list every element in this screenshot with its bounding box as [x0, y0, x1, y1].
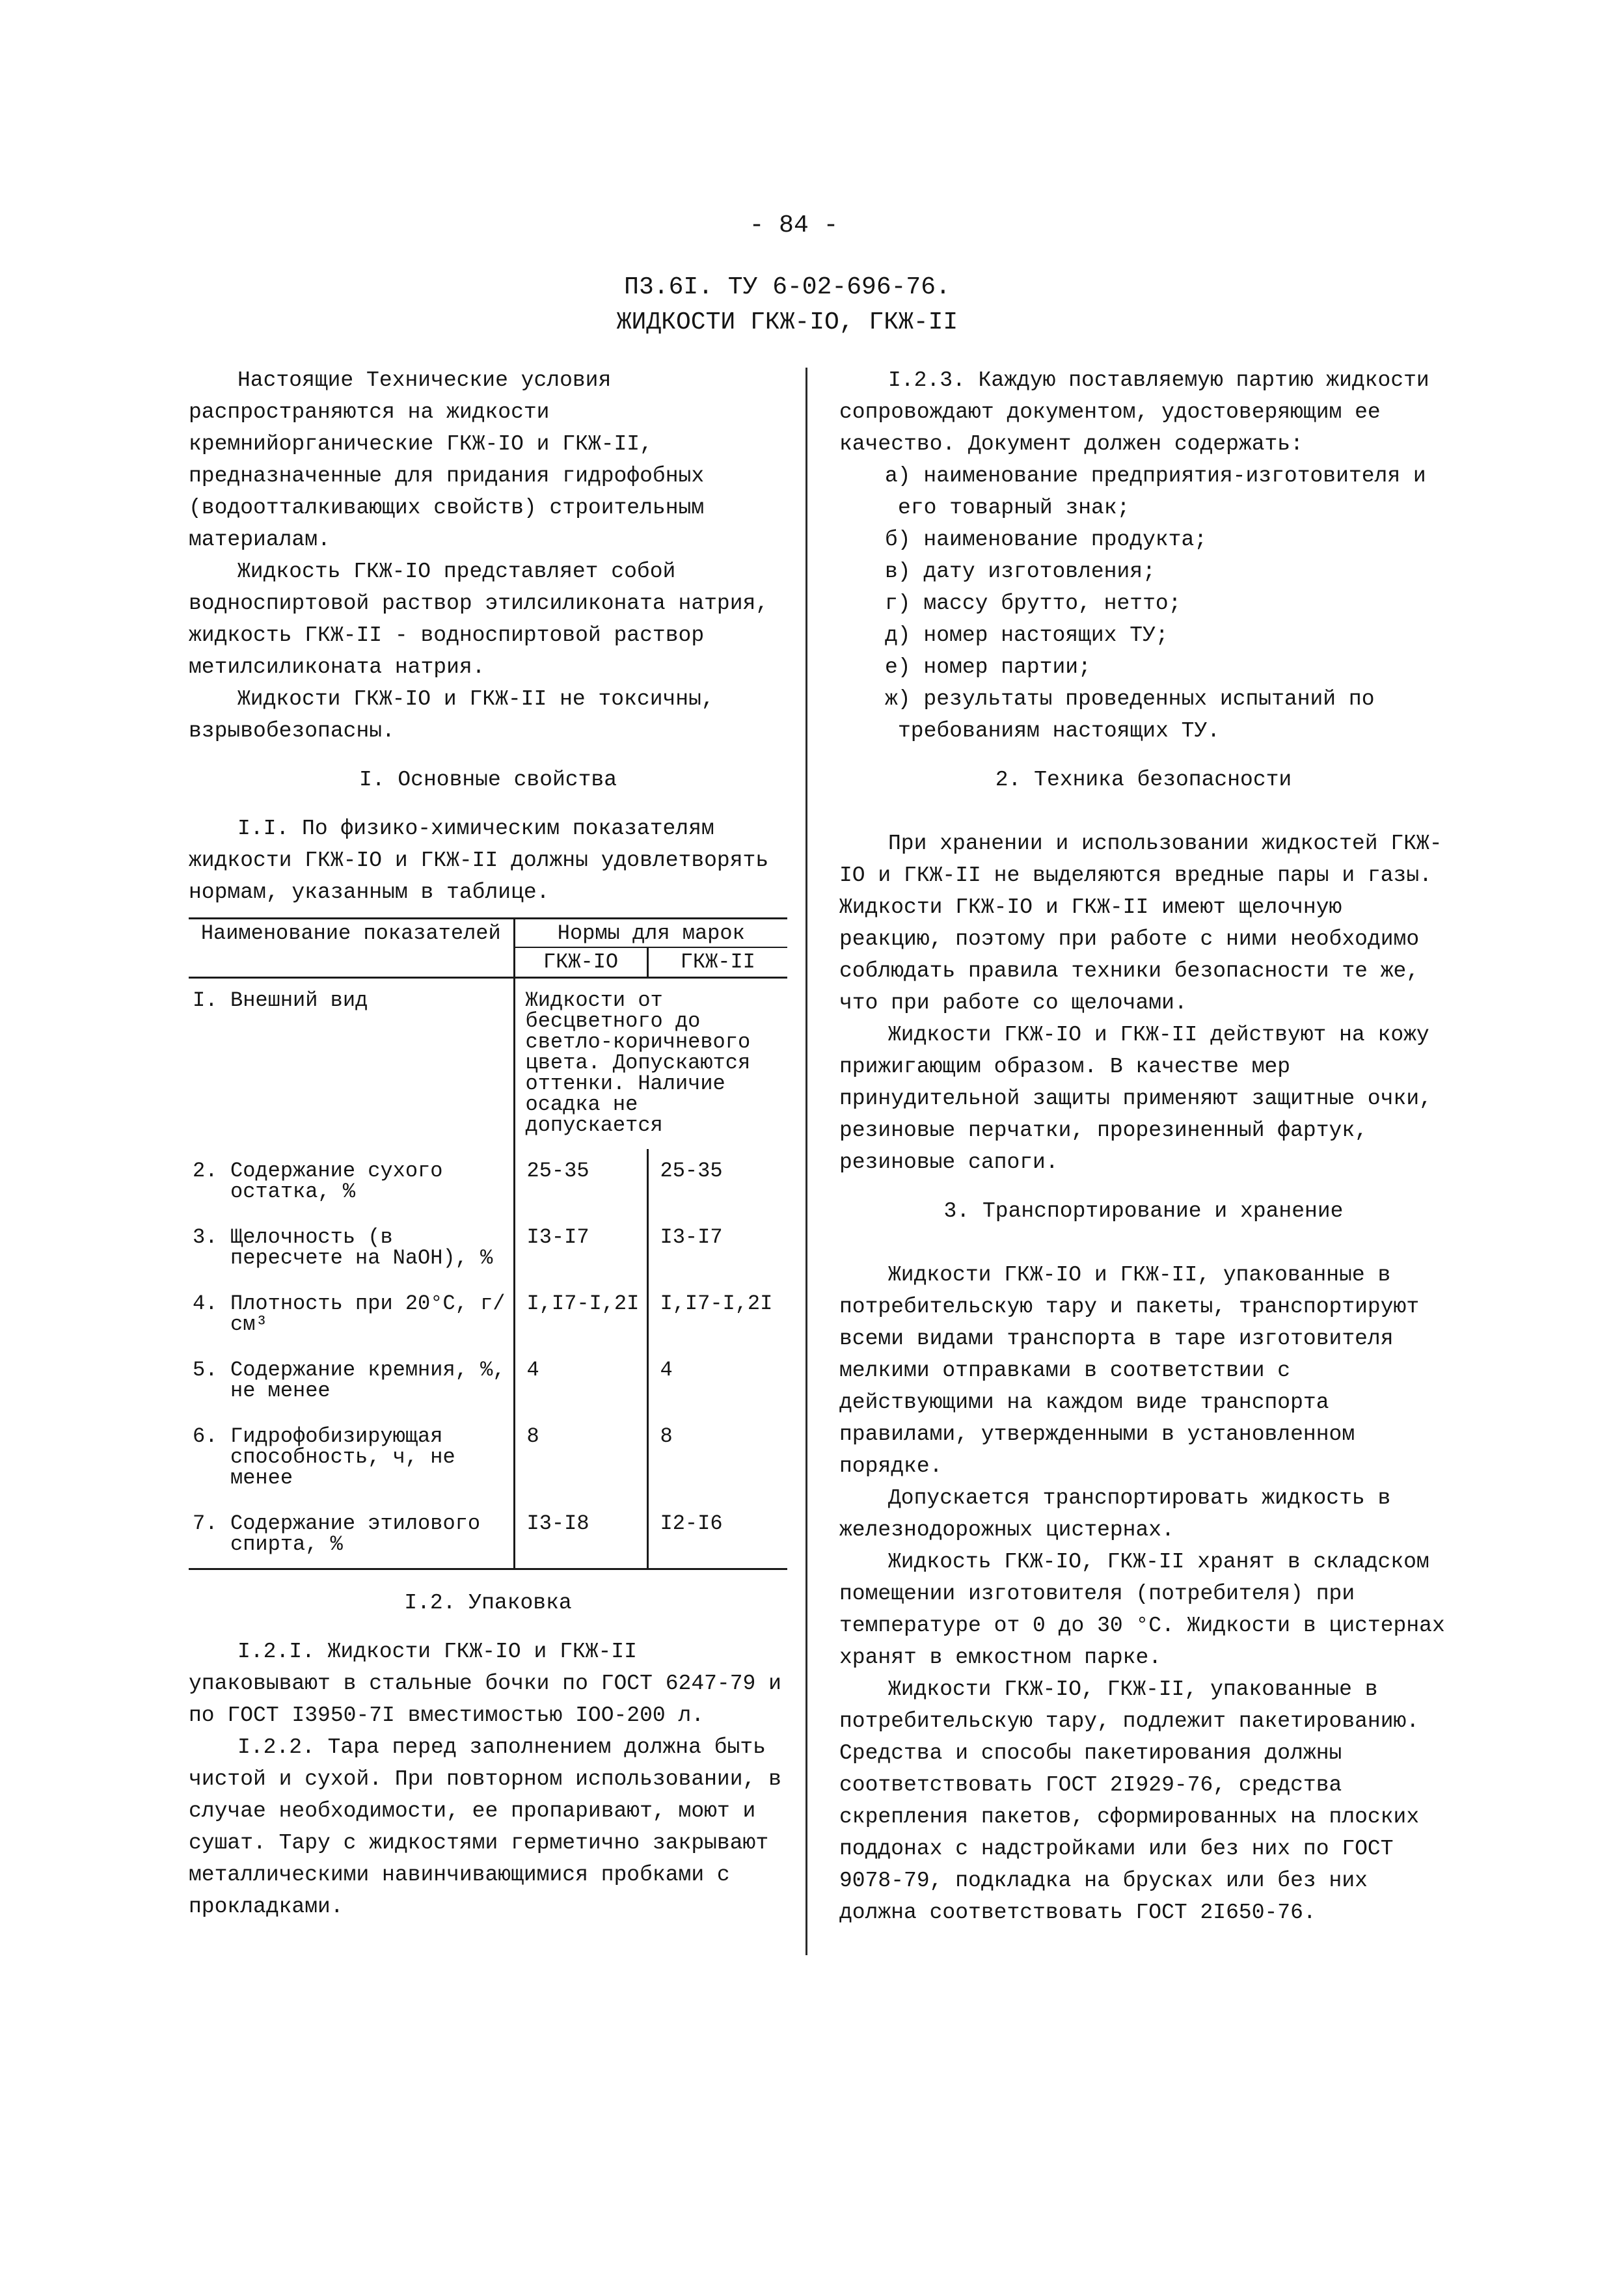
table-row [189, 1414, 787, 1502]
list-item: е) номер партии; [885, 655, 1091, 679]
row-value-brand-1: I,I7-I,2I [514, 1282, 647, 1348]
section-1-2-heading: I.2. Упаковка [404, 1591, 572, 1615]
row-name: Содержание этилового спирта, % [230, 1511, 481, 1556]
table-header-brand-2: ГКЖ-II [647, 947, 787, 978]
document-title-line-1: П3.6I. ТУ 6-02-696-76. [624, 273, 951, 301]
row-name-cell [189, 1215, 514, 1282]
row-name: Плотность при 20°С, г/см³ [230, 1292, 506, 1336]
table-header-brand-1: ГКЖ-IO [514, 947, 647, 978]
row-name-cell [189, 1502, 514, 1569]
row-number: 4. [193, 1292, 218, 1316]
row-number: 6. [193, 1424, 218, 1448]
row-value-brand-2: I2-I6 [647, 1502, 787, 1569]
safety-paragraph-1: При хранении и использовании жидкостей ГКЖ-IO и ГКЖ-II не выделяются вредные пары и газы. Жидкости ГКЖ-IO и ГКЖ-II имеют щелочную реакцию, поэтому при работе с ними необходимо соблюдать правила техники безопасности те же, что при работе со щелочами. [839, 832, 1442, 1015]
row-number: 5. [193, 1358, 218, 1382]
document-title-line-2: ЖИДКОСТИ ГКЖ-IO, ГКЖ-II [616, 308, 958, 336]
properties-table [189, 917, 787, 1570]
intro-paragraph-1: Настоящие Технические условия распространяются на жидкости кремнийорганические ГКЖ-IO и ГКЖ-II, предназначенные для придания гидрофобных (водоотталкивающих свойств) строительным материалам. [189, 368, 705, 552]
clause-1-1: I.I. По физико-химическим показателям жидкости ГКЖ-IO и ГКЖ-II должны удовлетворять нормам, указанным в таблице. [189, 817, 769, 904]
list-item: г) массу брутто, нетто; [885, 591, 1182, 616]
table-row [189, 1502, 787, 1569]
row-value-brand-1: 25-35 [514, 1149, 647, 1215]
row-name: Внешний вид [230, 988, 368, 1012]
row-name: Содержание кремния, %, не менее [230, 1358, 506, 1403]
intro-paragraph-3: Жидкости ГКЖ-IO и ГКЖ-II не токсичны, взрывобезопасны. [189, 687, 714, 743]
list-item: б) наименование продукта; [885, 528, 1208, 552]
table-row [189, 1215, 787, 1282]
transport-paragraph-3: Жидкость ГКЖ-IO, ГКЖ-II хранят в складском помещении изготовителя (потребителя) при температуре от 0 до 30 °С. Жидкости в цистернах хранят в емкостном парке. [839, 1550, 1445, 1670]
section-1-heading: I. Основные свойства [359, 768, 617, 792]
list-item: в) дату изготовления; [885, 560, 1156, 584]
table-row [189, 1149, 787, 1215]
row-number: 7. [193, 1511, 218, 1536]
row-value-brand-1: I3-I8 [514, 1502, 647, 1569]
table-row [189, 978, 787, 1150]
row-name: Щелочность (в пересчете на NaOH), % [230, 1225, 493, 1270]
row-value-brand-2: 25-35 [647, 1149, 787, 1215]
row-name: Содержание сухого остатка, % [230, 1159, 443, 1204]
row-name-cell [189, 978, 514, 1150]
row-name: Гидрофобизирующая способность, ч, не менее [230, 1424, 455, 1490]
section-3-heading: 3. Транспортирование и хранение [943, 1199, 1344, 1223]
clause-1-2-3: I.2.3. Каждую поставляемую партию жидкости сопровождают документом, удостоверяющим ее качество. Документ должен содержать: [839, 368, 1429, 456]
table-header-norms: Нормы для марок [514, 919, 787, 948]
row-merged-value: Жидкости от бесцветного до светло-коричневого цвета. Допускаются оттенки. Наличие осадка не допускается [514, 978, 787, 1150]
row-number: I. [193, 988, 218, 1012]
table-header-name: Наименование показателей [189, 919, 514, 978]
clause-1-2-2: I.2.2. Тара перед заполнением должна быть чистой и сухой. При повторном использовании, в случае необходимости, ее пропаривают, моют и сушат. Тару с жидкостями герметично закрывают металлическими навинчивающимися пробками с прокладками. [189, 1735, 781, 1919]
row-value-brand-2: I,I7-I,2I [647, 1282, 787, 1348]
row-value-brand-1: 8 [514, 1414, 647, 1502]
document-title [494, 270, 1080, 340]
row-name-cell [189, 1149, 514, 1215]
row-name-cell [189, 1414, 514, 1502]
page-number: - 84 - [749, 211, 839, 239]
row-number: 3. [193, 1225, 218, 1249]
table-row [189, 1348, 787, 1414]
row-name-cell [189, 1282, 514, 1348]
clause-1-2-1: I.2.I. Жидкости ГКЖ-IO и ГКЖ-II упаковывают в стальные бочки по ГОСТ 6247-79 и по ГОСТ I3950-7I вместимостью IOO-200 л. [189, 1640, 781, 1727]
right-column [839, 364, 1448, 1928]
left-column [189, 364, 787, 1923]
transport-paragraph-2: Допускается транспортировать жидкость в железнодорожных цистернах. [839, 1486, 1391, 1542]
row-value-brand-2: 8 [647, 1414, 787, 1502]
transport-paragraph-1: Жидкости ГКЖ-IO и ГКЖ-II, упакованные в потребительскую тару и пакеты, транспортируют всеми видами транспорта в таре изготовителя мелкими отправками в соответствии с действующими на каждом виде транспорта правилами, утвержденными в установленном порядке. [839, 1263, 1420, 1478]
transport-paragraph-4: Жидкости ГКЖ-IO, ГКЖ-II, упакованные в потребительскую тару, подлежит пакетированию. Средства и способы пакетирования должны соответствовать ГОСТ 2I929-76, средства скрепления пакетов, сформированных на плоских поддонах с надстройками или без них по ГОСТ 9078-79, подкладка на брусках или без них должна соответствовать ГОСТ 2I650-76. [839, 1677, 1420, 1925]
section-2-heading: 2. Техника безопасности [995, 768, 1292, 792]
safety-paragraph-2: Жидкости ГКЖ-IO и ГКЖ-II действуют на кожу прижигающим образом. В качестве мер принудительной защиты применяют защитные очки, резиновые перчатки, прорезиненный фартук, резиновые сапоги. [839, 1023, 1432, 1174]
intro-paragraph-2: Жидкость ГКЖ-IO представляет собой водноспиртовой раствор этилсиликоната натрия, жидкость ГКЖ-II - водноспиртовой раствор метилсиликоната натрия. [189, 560, 769, 679]
table-row [189, 1282, 787, 1348]
row-value-brand-1: I3-I7 [514, 1215, 647, 1282]
row-value-brand-2: I3-I7 [647, 1215, 787, 1282]
list-item: д) номер настоящих ТУ; [885, 623, 1169, 647]
list-item: ж) результаты проведенных испытаний по требованиям настоящих ТУ. [885, 687, 1375, 743]
list-item: а) наименование предприятия-изготовителя и его товарный знак; [885, 464, 1426, 520]
row-name-cell [189, 1348, 514, 1414]
column-divider [805, 368, 807, 1955]
row-number: 2. [193, 1159, 218, 1183]
row-value-brand-1: 4 [514, 1348, 647, 1414]
row-value-brand-2: 4 [647, 1348, 787, 1414]
